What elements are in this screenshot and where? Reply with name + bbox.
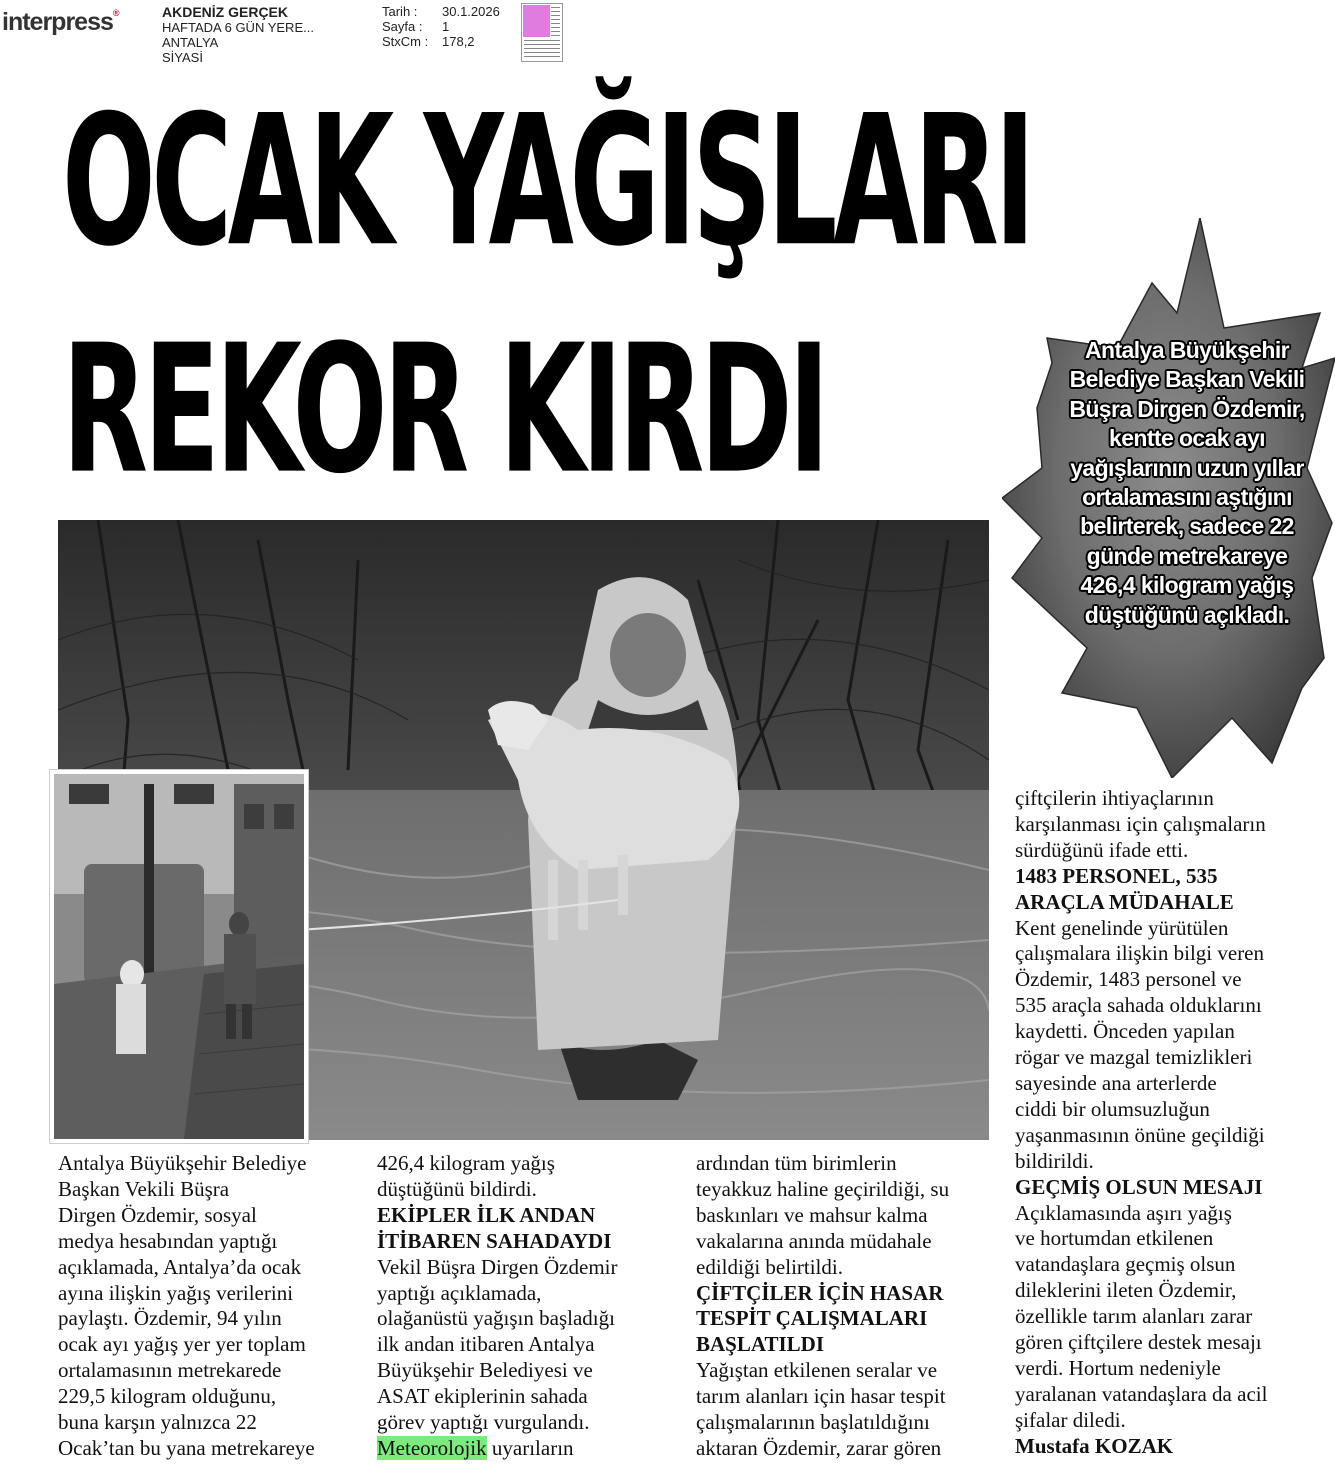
article-text-line: teyakkuz haline geçirildiği, su xyxy=(696,1176,950,1201)
article-text-line: edildiği belirtildi. xyxy=(696,1254,843,1279)
article-text-line: Vekil Büşra Dirgen Özdemir xyxy=(377,1254,618,1279)
article-text-line: İTİBAREN SAHADAYDI xyxy=(377,1228,612,1253)
callout-line: 426,4 kilogram yağış xyxy=(1080,572,1294,599)
article-text-line: ve hortumdan etkilenen xyxy=(1015,1226,1214,1251)
article-text-line: yaralanan vatandaşlara da acil xyxy=(1015,1381,1268,1406)
article-text-line: Dirgen Özdemir, sosyal xyxy=(58,1202,257,1227)
article-column-1 xyxy=(58,1151,368,1462)
interpress-logo: interpress® xyxy=(2,8,119,36)
article-text-line: çalışmalarının başlatıldığını xyxy=(696,1410,930,1435)
article-text-line: Özdemir, 1483 personel ve xyxy=(1015,967,1242,992)
article-column-2 xyxy=(377,1151,687,1462)
article-text-line: Kent genelinde yürütülen xyxy=(1015,915,1229,940)
article-text-line: buna karşın yalnızca 22 xyxy=(58,1410,257,1435)
article-text-line: görev yaptığı vurgulandı. xyxy=(377,1410,590,1435)
article-text-line: sürdüğünü ifade etti. xyxy=(1015,837,1189,862)
subheading-ekipler: EKİPLER İLK ANDAN xyxy=(377,1202,596,1227)
article-text-line: ilk andan itibaren Antalya xyxy=(377,1332,595,1357)
article-column-4 xyxy=(1015,786,1327,1460)
article-text-line: ciddi bir olumsuzluğun xyxy=(1015,1096,1210,1121)
meta-row-size: StxCm : 178,2 xyxy=(382,34,475,49)
article-text-line: çalışmalara ilişkin bilgi veren xyxy=(1015,941,1265,966)
article-text-line: vatandaşlara geçmiş olsun xyxy=(1015,1252,1236,1277)
article-text-line: TESPİT ÇALIŞMALARI xyxy=(696,1306,928,1331)
article-text-line: ASAT ekiplerinin sahada xyxy=(377,1384,588,1409)
inset-photo-image xyxy=(54,774,304,1139)
meta-row-page: Sayfa : 1 xyxy=(382,19,450,34)
article-text-line: dileklerini ileten Özdemir, xyxy=(1015,1278,1237,1303)
subheading-gecmis-olsun: GEÇMİŞ OLSUN MESAJI xyxy=(1015,1174,1263,1199)
callout-line: düştüğünü açıkladı. xyxy=(1084,601,1290,628)
article-text-line: verdi. Hortum nedeniyle xyxy=(1015,1355,1221,1380)
headline-line-2: REKOR KIRDI xyxy=(62,307,826,514)
article-text-line: Açıklamasında aşırı yağış xyxy=(1015,1200,1232,1225)
publication-info xyxy=(162,5,314,65)
article-text-line: 229,5 kilogram olduğunu, xyxy=(58,1384,277,1409)
callout-line: ortalamasını aştığını xyxy=(1082,484,1292,511)
article-text-line: özellikle tarım alanları zarar xyxy=(1015,1304,1253,1329)
article-text-line: ocak ayı yağış yer yer toplam xyxy=(58,1332,306,1357)
article-text-line: paylaştı. Özdemir, 94 yılın xyxy=(58,1306,282,1331)
subheading-personel: 1483 PERSONEL, 535 xyxy=(1015,863,1218,888)
article-text-line: Yağıştan etkilenen seralar ve xyxy=(696,1358,938,1383)
article-text-line: Büyükşehir Belediyesi ve xyxy=(377,1358,593,1383)
article-text-line: BAŞLATILDI xyxy=(696,1332,824,1357)
article-text-line: tarım alanları için hasar tespit xyxy=(696,1384,946,1409)
publication-category: SİYASİ xyxy=(162,50,203,65)
article-text-line: ayına ilişkin yağış verilerini xyxy=(58,1280,294,1305)
article-text-line: düştüğünü bildirdi. xyxy=(377,1176,537,1201)
article-text-line: açıklamada, Antalya’da ocak xyxy=(58,1254,302,1279)
article-text-line: ortalamasının metrekarede xyxy=(58,1358,282,1383)
byline: Mustafa KOZAK xyxy=(1015,1433,1174,1458)
article-text-line: gören çiftçilere destek mesajı xyxy=(1015,1330,1262,1355)
article-text-line: ARAÇLA MÜDAHALE xyxy=(1015,889,1234,914)
article-text-line: yaşanmasının önüne geçildiği xyxy=(1015,1122,1265,1147)
article-text-line: Antalya Büyükşehir Belediye xyxy=(58,1151,307,1175)
callout-line: Antalya Büyükşehir xyxy=(1085,337,1289,363)
article-text-line: kaydetti. Önceden yapılan xyxy=(1015,1019,1235,1044)
article-text-line: vakalarına anında müdahale xyxy=(696,1228,932,1253)
headline-line-1: OCAK YAĞIŞLARI xyxy=(62,77,1032,287)
article-text-line: bildirildi. xyxy=(1015,1148,1094,1173)
article-text-line: yaptığı açıklamada, xyxy=(377,1280,542,1305)
callout-line: Büşra Dirgen Özdemir, xyxy=(1069,395,1305,422)
publication-frequency: HAFTADA 6 GÜN YERE... xyxy=(162,20,314,35)
article-text-line: baskınları ve mahsur kalma xyxy=(696,1202,928,1227)
callout-line: kentte ocak ayı xyxy=(1109,425,1265,452)
article-text-line: 535 araçla sahada olduklarını xyxy=(1015,993,1262,1018)
article-text-line: karşılanması için çalışmaların xyxy=(1015,811,1266,836)
article-text-line: şifalar diledi. xyxy=(1015,1407,1126,1432)
publication-city: ANTALYA xyxy=(162,35,219,50)
meta-row-date: Tarih : 30.1.2026 xyxy=(382,4,500,19)
publication-name: AKDENİZ GERÇEK xyxy=(162,4,289,20)
article-text-line: Ocak’tan bu yana metrekareye xyxy=(58,1435,315,1460)
callout-line: belirterek, sadece 22 xyxy=(1080,513,1294,540)
subheading-ciftciler: ÇİFTÇİLER İÇİN HASAR xyxy=(696,1280,944,1305)
clip-meta xyxy=(382,4,500,49)
article-text-line: sayesinde ana arterlerde xyxy=(1015,1070,1217,1095)
article-text-line: 426,4 kilogram yağış xyxy=(377,1151,555,1175)
article-text-line: ardından tüm birimlerin xyxy=(696,1151,897,1175)
callout-line: Belediye Başkan Vekili xyxy=(1069,366,1305,393)
article-text-line: çiftçilerin ihtiyaçlarının xyxy=(1015,786,1214,810)
callout-text xyxy=(1062,336,1312,630)
clipping-header xyxy=(0,0,1335,70)
article-text-line: Meteorolojik uyarıların xyxy=(377,1435,574,1460)
article-text-line: rögar ve mazgal temizlikleri xyxy=(1015,1045,1253,1070)
inset-photo-street-workers xyxy=(50,770,308,1143)
article-text-line: medya hesabından yaptığı xyxy=(58,1228,278,1253)
thumbnail-clip-area xyxy=(523,5,550,37)
article-column-3 xyxy=(696,1151,996,1462)
article-text-line: olağanüstü yağışın başladığı xyxy=(377,1306,615,1331)
highlighted-keyword: Meteorolojik xyxy=(377,1435,487,1460)
article-text-line: Başkan Vekili Büşra xyxy=(58,1176,230,1201)
article-text-line: aktaran Özdemir, zarar gören xyxy=(696,1435,942,1460)
callout-line: günde metrekareye xyxy=(1086,542,1288,569)
callout-line: yağışlarının uzun yıllar xyxy=(1070,454,1304,481)
page-thumbnail[interactable] xyxy=(521,3,563,62)
